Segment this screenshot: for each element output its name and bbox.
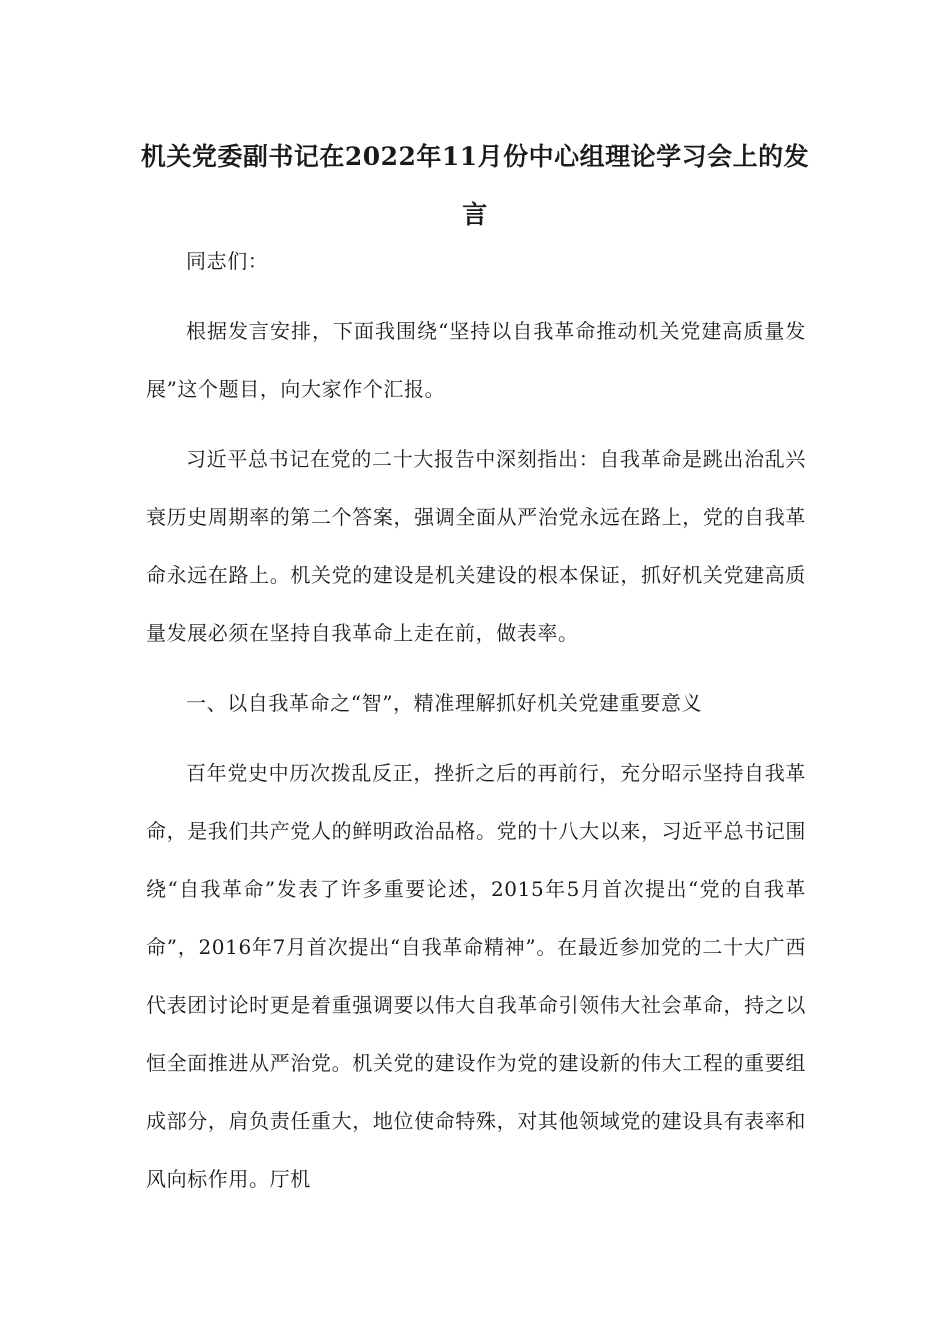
section-heading-1: 一、以自我革命之“智”，精准理解抓好机关党建重要意义 (186, 691, 703, 715)
intro-paragraph: 根据发言安排，下面我围绕“坚持以自我革命推动机关党建高质量发展”这个题目，向大家作个汇报。 (146, 319, 806, 401)
section-1-paragraph: 百年党史中历次拨乱反正，挫折之后的再前行，充分昭示坚持自我革命，是我们共产党人的鲜明政治品格。党的十八大以来，习近平总书记围绕“自我革命”发表了许多重要论述，2015年5月首次提出“党的自我革命”，2016年7月首次提出“自我革命精神”。在最近参加党的二十大广西代表团讨论时更是着重强调要以伟大自我革命引领伟大社会革命，持之以恒全面推进从严治党。机关党的建设作为党的建设新的伟大工程的重要组成部分，肩负责任重大，地位使命特殊，对其他领域党的建设具有表率和风向标作用。厅机 (146, 761, 806, 1191)
salutation-paragraph: 同志们： (186, 249, 269, 273)
document-title: 机关党委副书记在2022年11月份中心组理论学习会上的发言 (140, 142, 810, 229)
document-body (146, 232, 806, 1208)
quote-paragraph: 习近平总书记在党的二十大报告中深刻指出：自我革命是跳出治乱兴衰历史周期率的第二个答案，强调全面从严治党永远在路上，党的自我革命永远在路上。机关党的建设是机关建设的根本保证，抓好机关党建高质量发展必须在坚持自我革命上走在前，做表率。 (146, 447, 806, 645)
